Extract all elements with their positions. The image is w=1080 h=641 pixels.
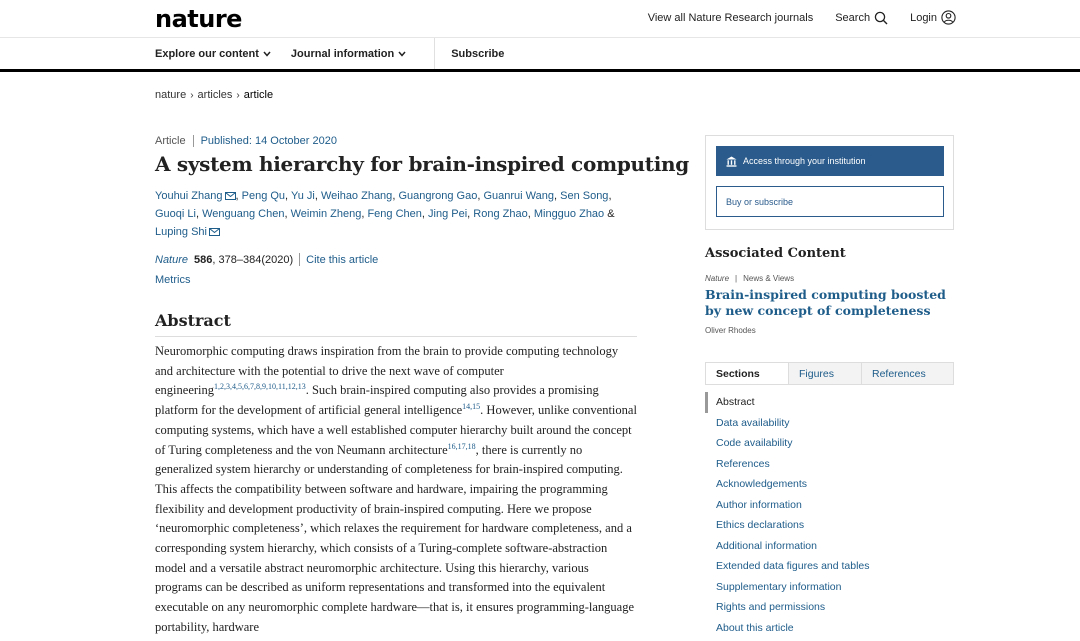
- section-link[interactable]: About this article: [716, 621, 794, 634]
- article-type: Article: [155, 135, 186, 147]
- associated-article-link[interactable]: Brain-inspired computing boosted by new concept of completeness: [705, 287, 946, 318]
- author-link[interactable]: Guanrui Wang: [483, 190, 554, 202]
- nature-logo[interactable]: nature: [155, 5, 242, 33]
- author-link[interactable]: Yu Ji: [290, 190, 315, 202]
- top-links: [648, 10, 956, 25]
- nav-divider: [434, 38, 435, 69]
- section-link[interactable]: Abstract: [705, 392, 954, 413]
- access-box: [705, 135, 954, 230]
- institution-icon: [726, 156, 737, 167]
- tab-figures[interactable]: Figures: [789, 363, 862, 384]
- section-link[interactable]: Data availability: [716, 416, 790, 429]
- view-journals-link[interactable]: View all Nature Research journals: [647, 11, 814, 24]
- reference-link[interactable]: 16,17,18: [447, 441, 476, 451]
- section-link[interactable]: Code availability: [716, 437, 793, 450]
- search-icon: [874, 11, 888, 25]
- search-button[interactable]: [835, 11, 888, 25]
- abstract-part: . Such brain-inspired computing also provides a promising platform for the development of artificial general intelligence: [155, 383, 599, 418]
- reference-link[interactable]: 14,15: [462, 402, 481, 412]
- login-button[interactable]: [910, 10, 956, 25]
- login-label: Login: [910, 11, 937, 24]
- associated-content-heading: Associated Content: [705, 246, 846, 261]
- section-list: [705, 392, 954, 638]
- abstract-divider: [155, 336, 637, 337]
- section-link[interactable]: Author information: [716, 498, 802, 511]
- meta-divider: [193, 135, 194, 147]
- citation-line: [155, 253, 378, 266]
- author-link[interactable]: Sen Song: [560, 190, 609, 202]
- author-link[interactable]: Guoqi Li: [155, 208, 196, 220]
- buy-subscribe-button[interactable]: Buy or subscribe: [716, 186, 944, 217]
- abstract-heading: Abstract: [155, 311, 231, 330]
- section-link[interactable]: Extended data figures and tables: [716, 560, 870, 573]
- article-meta: [155, 135, 337, 147]
- breadcrumb-current: article: [243, 89, 274, 101]
- section-link[interactable]: Acknowledgements: [716, 478, 808, 491]
- tab-sections[interactable]: Sections: [706, 363, 789, 384]
- reference-link[interactable]: 1,2,3,4,5,6,7,8,9,10,11,12,13: [214, 382, 306, 392]
- journal-information-label: Journal information: [290, 47, 395, 60]
- author-link[interactable]: Wenguang Chen: [202, 208, 285, 220]
- volume: 586: [194, 253, 213, 266]
- abstract-part: , there is currently no generalized system hierarchy or understanding of completeness for brain-inspired computing. This affects the compatibility between software and hardware, impairing the programming flexibility and development productivity of brain-inspired computing. Here we propose ‘neuromorphic completeness’, which relaxes the requirement for hardware completeness, and a corresponding system hierarchy, which consists of a Turing-complete software-abstraction model and a versatile abstract neuromorphic architecture. Using this hierarchy, various programs can be described as uniform representations and transformed into the equivalent executable on any neuromorphic complete hardware—that is, it ensures programming-language portability, hardware: [155, 442, 634, 634]
- tab-references[interactable]: References: [872, 367, 926, 380]
- journal-name[interactable]: Nature: [155, 253, 189, 266]
- access-label: Access through your institution: [743, 156, 866, 166]
- published-date: Published: 14 October 2020: [200, 135, 337, 147]
- associated-meta: [705, 274, 794, 283]
- metrics-link[interactable]: Metrics: [155, 274, 191, 286]
- abstract-part: . However, unlike conventional computing systems, which have a well established computer hierarchy built around the concept of Turing completeness and the von Neumann architecture: [155, 403, 637, 457]
- chevron-right-icon: ›: [190, 89, 194, 101]
- mail-icon[interactable]: [209, 228, 220, 236]
- author-link[interactable]: Feng Chen: [367, 208, 422, 220]
- section-link[interactable]: Supplementary information: [716, 580, 842, 593]
- abstract-text: [155, 342, 637, 638]
- author-and: &: [607, 208, 615, 220]
- year: (2020): [261, 253, 294, 266]
- mail-icon[interactable]: [225, 192, 236, 200]
- section-link[interactable]: References: [716, 457, 770, 470]
- author-link[interactable]: Weihao Zhang: [320, 190, 393, 202]
- associated-author: Oliver Rhodes: [705, 326, 756, 335]
- section-link[interactable]: Ethics declarations: [716, 519, 805, 532]
- explore-content-menu[interactable]: [155, 48, 271, 60]
- chevron-right-icon: ›: [236, 89, 240, 101]
- citation-divider: [299, 253, 300, 266]
- section-link[interactable]: Rights and permissions: [716, 601, 826, 614]
- search-label: Search: [835, 11, 871, 24]
- section-link[interactable]: Additional information: [716, 539, 817, 552]
- author-link[interactable]: Luping Shi: [155, 226, 207, 238]
- author-link[interactable]: Jing Pei: [428, 208, 468, 220]
- main-nav: [0, 38, 1080, 72]
- user-icon: [941, 10, 956, 25]
- author-link[interactable]: Peng Qu: [241, 190, 286, 202]
- author-link[interactable]: Weimin Zheng: [290, 208, 362, 220]
- meta-separator: |: [735, 274, 738, 283]
- abstract-part: Neuromorphic computing draws inspiration from the brain to provide computing technology and architecture with the potential to drive the next wave of computer engineering: [155, 344, 619, 398]
- associated-journal: Nature: [705, 274, 730, 283]
- breadcrumb-nature[interactable]: nature: [155, 89, 187, 101]
- breadcrumb: [155, 89, 273, 101]
- author-list: Youhui Zhang , Peng Qu, Yu Ji, Weihao Zhang, Guangrong Gao, Guanrui Wang, Sen Song, Guoqi Li, Wenguang Chen, Weimin Zheng, Feng Chen, Jing Pei, Rong Zhao, Mingguo Zhao & Luping Shi: [155, 190, 615, 238]
- associated-type: News & Views: [743, 274, 795, 283]
- author-link[interactable]: Youhui Zhang: [155, 190, 223, 202]
- top-bar: [0, 0, 1080, 38]
- sidebar-tabs: [705, 362, 954, 385]
- access-institution-button[interactable]: [716, 146, 944, 176]
- explore-content-label: Explore our content: [155, 47, 259, 60]
- article-title: A system hierarchy for brain-inspired computing: [155, 152, 689, 176]
- chevron-down-icon: [398, 51, 406, 57]
- author-link[interactable]: Rong Zhao: [473, 208, 528, 220]
- breadcrumb-articles[interactable]: articles: [197, 89, 233, 101]
- journal-information-menu[interactable]: [291, 48, 406, 60]
- author-link[interactable]: Mingguo Zhao: [533, 208, 605, 220]
- pages: , 378–384: [212, 253, 262, 266]
- subscribe-link[interactable]: Subscribe: [451, 47, 505, 60]
- chevron-down-icon: [263, 51, 271, 57]
- author-link[interactable]: Guangrong Gao: [398, 190, 478, 202]
- cite-article-link[interactable]: Cite this article: [306, 253, 379, 266]
